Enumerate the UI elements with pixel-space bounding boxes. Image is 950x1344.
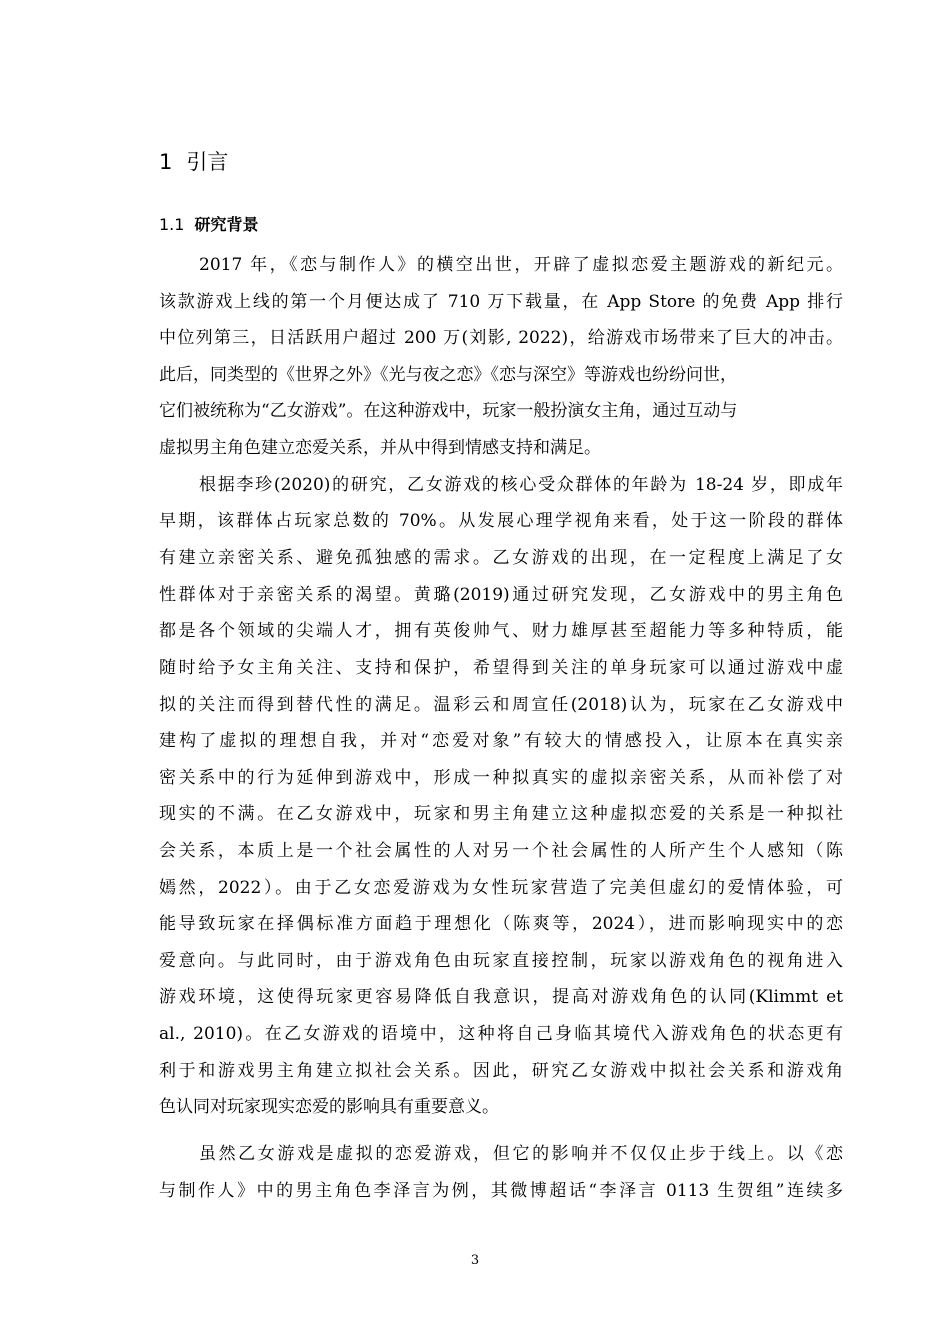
paragraph-2-line-7: 拟的关注而得到替代性的满足。温彩云和周宣任(2018)认为，玩家在乙女游戏中 <box>159 695 843 715</box>
section-number: 1.1 <box>159 215 185 234</box>
paragraph-1-line-1: 2017 年，《恋与制作人》的横空出世，开辟了虚拟恋爱主题游戏的新纪元。 <box>199 255 843 275</box>
paragraph-2-line-15: 游戏环境，这使得玩家更容易降低自我意识，提高对游戏角色的认同(Klimmt et <box>159 987 843 1007</box>
paragraph-3-line-1: 虽然乙女游戏是虚拟的恋爱游戏，但它的影响并不仅仅止步于线上。以《恋 <box>199 1144 843 1164</box>
page-number: 3 <box>470 1253 480 1268</box>
paragraph-2-line-2: 早期，该群体占玩家总数的 70%。从发展心理学视角来看，处于这一阶段的群体 <box>159 511 843 531</box>
paragraph-2-line-18: 色认同对玩家现实恋爱的影响具有重要意义。 <box>159 1097 499 1117</box>
paragraph-1-line-3: 中位列第三，日活跃用户超过 200 万(刘影, 2022)，给游戏市场带来了巨大的冲击。 <box>159 328 843 348</box>
paragraph-1-line-6: 虚拟男主角色建立恋爱关系，并从中得到情感支持和满足。 <box>159 438 601 458</box>
paragraph-1-line-2: 该款游戏上线的第一个月便达成了 710 万下载量，在 App Store 的免费 App 排行 <box>159 292 843 312</box>
paragraph-2-line-9: 密关系中的行为延伸到游戏中，形成一种拟真实的虚拟亲密关系，从而补偿了对 <box>159 768 843 788</box>
section-heading <box>159 212 258 235</box>
paragraph-2-line-3: 有建立亲密关系、避免孤独感的需求。乙女游戏的出现，在一定程度上满足了女 <box>159 548 843 568</box>
paragraph-2-line-8: 建构了虚拟的理想自我，并对“恋爱对象”有较大的情感投入，让原本在真实亲 <box>159 731 843 751</box>
paragraph-2-line-16: al., 2010)。在乙女游戏的语境中，这种将自己身临其境代入游戏角色的状态更有 <box>159 1024 843 1044</box>
chapter-title: 引言 <box>186 150 229 174</box>
paragraph-2-line-10: 现实的不满。在乙女游戏中，玩家和男主角建立这种虚拟恋爱的关系是一种拟社 <box>159 804 843 824</box>
paragraph-2-line-11: 会关系，本质上是一个社会属性的人对另一个社会属性的人所产生个人感知（陈 <box>159 841 843 861</box>
chapter-number: 1 <box>159 150 173 174</box>
paragraph-2-line-1: 根据李珍(2020)的研究，乙女游戏的核心受众群体的年龄为 18-24 岁，即成年 <box>199 475 843 495</box>
paragraph-2-line-14: 爱意向。与此同时，由于游戏角色由玩家直接控制，玩家以游戏角色的视角进入 <box>159 951 843 971</box>
paragraph-2-line-12: 嫣然，2022）。由于乙女恋爱游戏为女性玩家营造了完美但虚幻的爱情体验，可 <box>159 878 843 898</box>
paragraph-3-line-2: 与制作人》中的男主角色李泽言为例，其微博超话“李泽言 0113 生贺组”连续多 <box>159 1181 843 1201</box>
section-title: 研究背景 <box>194 215 259 234</box>
paragraph-2-line-13: 能导致玩家在择偶标准方面趋于理想化（陈爽等，2024），进而影响现实中的恋 <box>159 914 843 934</box>
paragraph-1-line-5: 它们被统称为“乙女游戏”。在这种游戏中，玩家一般扮演女主角，通过互动与 <box>159 401 738 421</box>
chapter-heading <box>159 146 228 176</box>
paragraph-2-line-6: 随时给予女主角关注、支持和保护，希望得到关注的单身玩家可以通过游戏中虚 <box>159 658 843 678</box>
paragraph-1-line-4: 此后，同类型的《世界之外》《光与夜之恋》《恋与深空》等游戏也纷纷问世， <box>159 365 737 385</box>
paragraph-2-line-5: 都是各个领域的尖端人才，拥有英俊帅气、财力雄厚甚至超能力等多种特质，能 <box>159 621 843 641</box>
paragraph-2-line-4: 性群体对于亲密关系的渴望。黄璐(2019)通过研究发现，乙女游戏中的男主角色 <box>159 585 843 605</box>
paragraph-2-line-17: 利于和游戏男主角建立拟社会关系。因此，研究乙女游戏中拟社会关系和游戏角 <box>159 1061 843 1081</box>
